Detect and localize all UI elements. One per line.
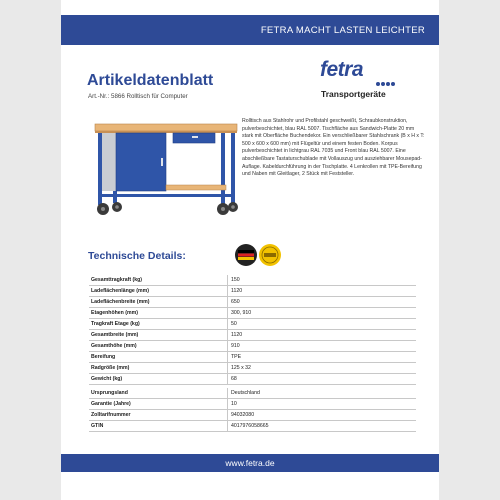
spec-value: 50	[227, 319, 416, 329]
spec-value: 650	[227, 297, 416, 307]
spec-label: Bereifung	[91, 354, 116, 360]
spec-table	[89, 275, 416, 432]
product-image	[93, 118, 241, 218]
header-bar	[61, 15, 439, 45]
spec-row	[89, 319, 416, 330]
logo-tagline: Transportgeräte	[321, 89, 386, 99]
spec-label: GTIN	[91, 423, 104, 429]
spec-row	[89, 297, 416, 308]
spec-label: Gewicht (kg)	[91, 376, 123, 382]
spec-label: Etagenhöhen (mm)	[91, 310, 138, 316]
spec-value: 910	[227, 341, 416, 351]
datasheet-page	[61, 0, 439, 500]
spec-label: Garantie (Jahre)	[91, 401, 131, 407]
guarantee-badge	[259, 244, 281, 266]
website-link[interactable]: www.fetra.de	[225, 458, 275, 468]
spec-row	[89, 421, 416, 432]
quality-badges	[234, 242, 282, 268]
spec-value: TPE	[227, 352, 416, 362]
spec-row	[89, 399, 416, 410]
spec-value: 94032080	[227, 410, 416, 420]
spec-label: Gesamtbreite (mm)	[91, 332, 139, 338]
spec-row	[89, 275, 416, 286]
spec-label: Gesamthöhe (mm)	[91, 343, 137, 349]
product-description: Rolltisch aus Stahlrohr und Profilstahl geschweißt, Schraubkonstruktion, pulverbeschichtet, blau RAL 5007. Tischfläche aus Sandwich-Platte 20 mm stark mit Oberfläche Buchendekor. Ein verschließbarer Stahlschrank (B x H x T: 500 x 600 x 600 mm) mit Flügeltür und einem festen Boden. Korpus pulverbeschichtet in lichtgrau RAL 7035 und Front blau RAL 5007. Eine abschließbare Tastaturschublade mit Vollauszug und ausziehbarer Mousepad-Auflage. Kabeldurchführung in der Tischplatte. 4 Lenkrollen mit TPE-Bereifung und Naben mit Gleitlager, 2 Stück mit Feststeller.	[242, 118, 425, 178]
slogan: FETRA MACHT LASTEN LEICHTER	[260, 24, 425, 36]
spec-row	[89, 374, 416, 385]
footer-bar	[61, 454, 439, 472]
spec-row	[89, 330, 416, 341]
spec-value: 1120	[227, 330, 416, 340]
spec-label: Gesamttragkraft (kg)	[91, 277, 143, 283]
spec-value: Deutschland	[227, 388, 416, 398]
spec-value: 1120	[227, 286, 416, 296]
spec-row	[89, 352, 416, 363]
spec-value: 10	[227, 399, 416, 409]
fetra-logo	[320, 58, 410, 103]
page-title: Artikeldatenblatt	[87, 72, 214, 89]
spec-label: Zolltarifnummer	[91, 412, 131, 418]
spec-value: 150	[227, 275, 416, 285]
made-in-germany-badge	[235, 244, 257, 266]
article-number: Art.-Nr.: 5866 Rolltisch für Computer	[88, 93, 188, 100]
spec-value: 300, 910	[227, 308, 416, 318]
spec-row	[89, 410, 416, 421]
spec-label: Ladeflächenlänge (mm)	[91, 288, 149, 294]
technical-details-heading: Technische Details:	[88, 250, 186, 262]
spec-label: Radgröße (mm)	[91, 365, 130, 371]
spec-label: Tragkraft Etage (kg)	[91, 321, 140, 327]
spec-value: 4017976058665	[227, 421, 416, 431]
spec-row	[89, 308, 416, 319]
spec-value: 68	[227, 374, 416, 384]
spec-row	[89, 388, 416, 399]
spec-row	[89, 341, 416, 352]
spec-row	[89, 363, 416, 374]
spec-label: Ursprungsland	[91, 390, 128, 396]
spec-row	[89, 286, 416, 297]
spec-value: 125 x 32	[227, 363, 416, 373]
logo-word: fetra	[320, 58, 364, 81]
spec-label: Ladeflächenbreite (mm)	[91, 299, 150, 305]
